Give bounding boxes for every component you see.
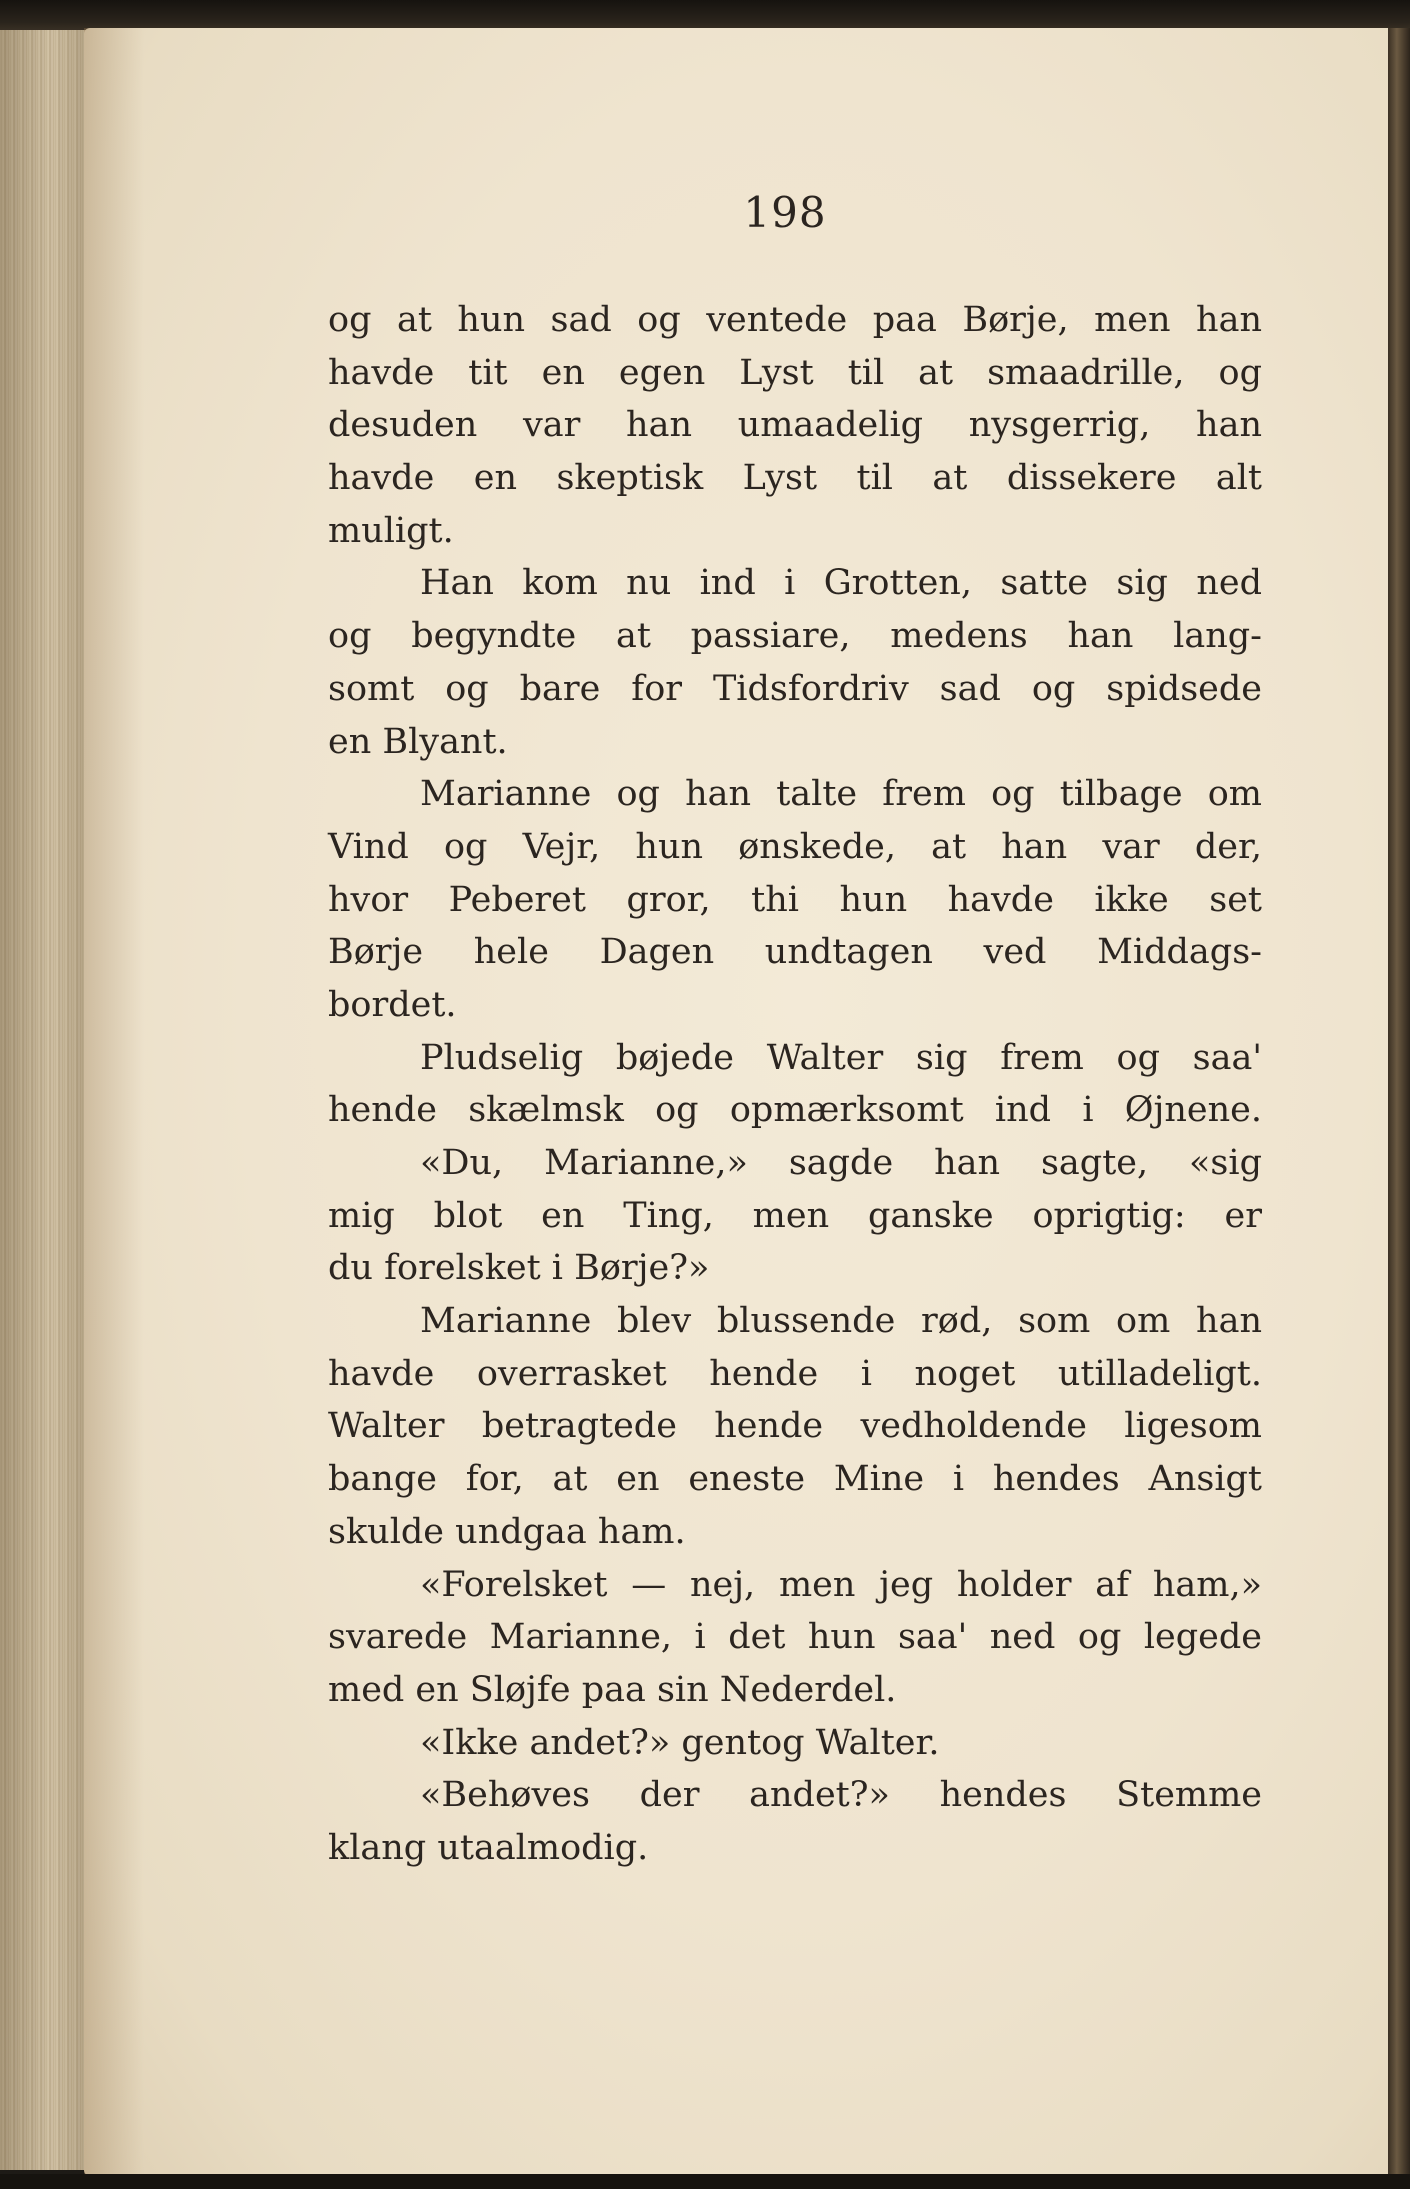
text-line: Pludselig bøjede Walter sig frem og saa' [420,1037,1262,1078]
text-line: og begyndte at passiare, medens han lang- [328,616,1262,657]
text-line: havde en skeptisk Lyst til at dissekere alt [328,458,1262,499]
text-line: somt og bare for Tidsfordriv sad og spidsede [328,668,1262,709]
text-line: Marianne blev blussende rød, som om han [420,1301,1262,1342]
scan-bottom-edge [0,2174,1410,2189]
text-line: bange for, at en eneste Mine i hendes Ansigt [328,1459,1262,1500]
text-line: svarede Marianne, i det hun saa' ned og legede [328,1617,1262,1658]
page-number: 198 [743,188,827,237]
text-line: «Behøves der andet?» hendes Stemme [420,1775,1262,1816]
text-line: en Blyant. [328,721,508,762]
text-line: med en Sløjfe paa sin Nederdel. [328,1669,897,1710]
text-line: havde tit en egen Lyst til at smaadrille, og [328,352,1262,393]
text-line: bordet. [328,984,457,1025]
text-line: mig blot en Ting, men ganske oprigtig: er [328,1195,1262,1236]
text-line: muligt. [328,510,454,551]
body-text [328,294,1262,1875]
text-line: klang utaalmodig. [328,1827,649,1868]
text-line: «Ikke andet?» gentog Walter. [420,1722,940,1763]
text-line: «Du, Marianne,» sagde han sagte, «sig [420,1143,1262,1183]
text-line: Børje hele Dagen undtagen ved Middags- [328,932,1262,973]
text-line: Walter betragtede hende vedholdende ligesom [328,1406,1262,1447]
text-line: skulde undgaa ham. [328,1511,686,1552]
text-line: Vind og Vejr, hun ønskede, at han var der, [328,826,1262,867]
binding-edge [1388,28,1410,2176]
text-line: desuden var han umaadelig nysgerrig, han [328,405,1262,446]
text-line: og at hun sad og ventede paa Børje, men han [328,300,1262,340]
text-line: «Forelsket — nej, men jeg holder af ham,» [420,1564,1262,1605]
text-line: Han kom nu ind i Grotten, satte sig ned [420,563,1262,604]
gutter-shade [84,28,144,2176]
text-line: havde overrasket hende i noget utilladeligt. [328,1353,1262,1394]
text-line: hende skælmsk og opmærksomt ind i Øjnene. [328,1090,1262,1131]
page-stack-shadow [0,30,86,2170]
text-line: Marianne og han talte frem og tilbage om [420,774,1262,815]
text-line: du forelsket i Børje?» [328,1248,710,1289]
text-line: hvor Peberet gror, thi hun havde ikke set [328,879,1262,920]
